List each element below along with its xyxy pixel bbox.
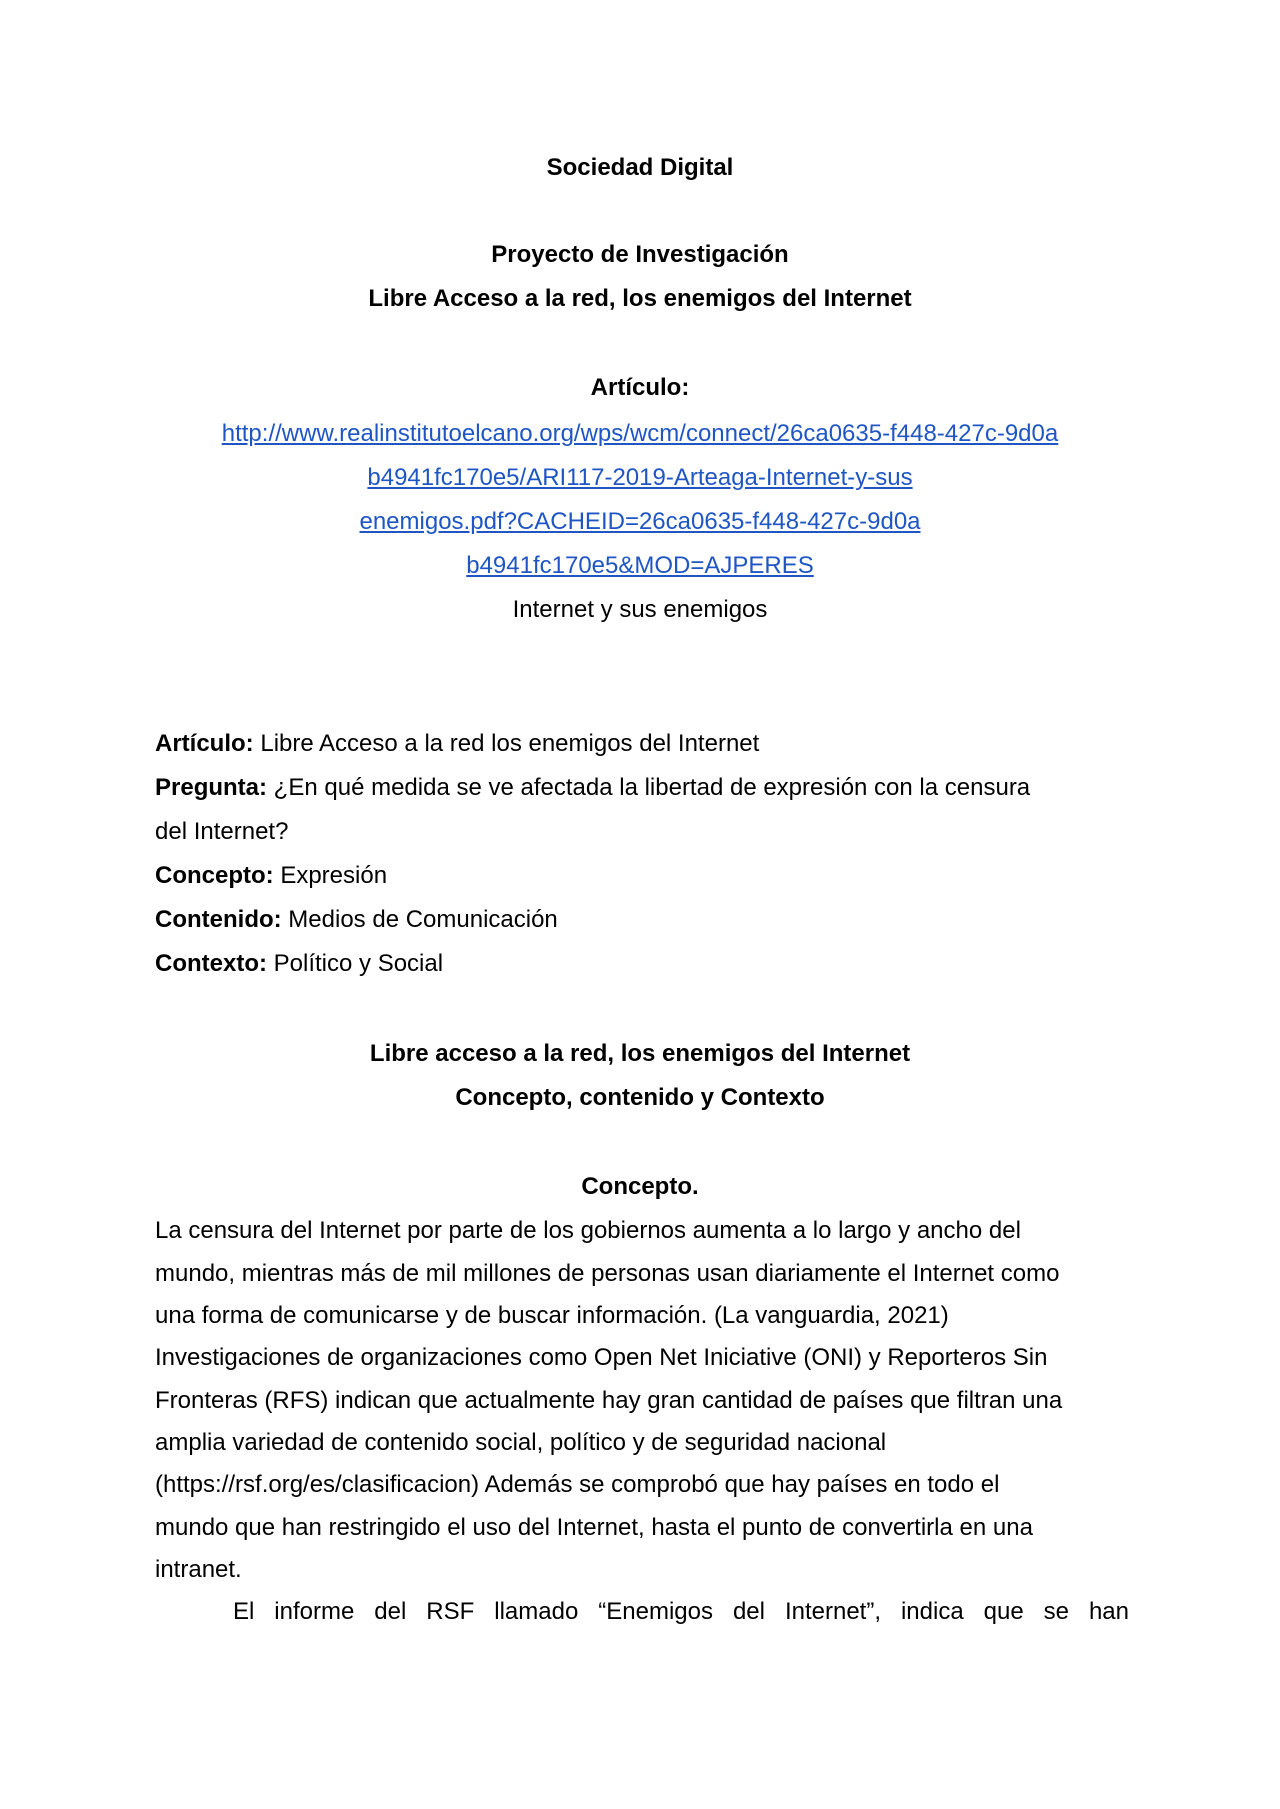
article-link-line-3[interactable]	[0, 508, 1280, 536]
summary-contexto-value: Político y Social	[266, 950, 444, 977]
article-link-line-2[interactable]	[0, 464, 1280, 492]
section-title-1: Libre acceso a la red, los enemigos del Internet	[369, 1040, 911, 1067]
article-link-line-1[interactable]	[0, 420, 1280, 448]
body-line: intranet.	[155, 1556, 242, 1583]
topic-title: Libre Acceso a la red, los enemigos del Internet	[368, 285, 912, 312]
summary-concepto-label: Concepto:	[155, 862, 274, 889]
article-link[interactable]: http://www.realinstitutoelcano.org/wps/wcm/connect/26ca0635-f448-427c-9d0a	[221, 420, 1059, 447]
body-line: Investigaciones de organizaciones como Open Net Iniciative (ONI) y Reporteros Sin	[155, 1344, 1048, 1371]
summary-articulo	[155, 730, 759, 758]
summary-contexto-label: Contexto:	[155, 950, 267, 977]
article-caption: Internet y sus enemigos	[512, 596, 768, 623]
course-title: Sociedad Digital	[546, 154, 734, 181]
article-link-line-4[interactable]	[0, 552, 1280, 580]
summary-pregunta	[155, 774, 1030, 802]
summary-articulo-label: Artículo:	[155, 730, 254, 757]
body-paragraph-2-first-line: El informe del RSF llamado “Enemigos del Internet”, indica que se han	[233, 1598, 1129, 1625]
summary-pregunta-label: Pregunta:	[155, 774, 268, 801]
summary-contenido	[155, 906, 558, 934]
project-title: Proyecto de Investigación	[491, 241, 789, 268]
summary-contenido-value: Medios de Comunicación	[281, 906, 558, 933]
body-line: Fronteras (RFS) indican que actualmente hay gran cantidad de países que filtran una	[155, 1387, 1063, 1414]
body-line: mundo que han restringido el uso del Internet, hasta el punto de convertirla en una	[155, 1514, 1033, 1541]
article-link[interactable]: b4941fc170e5&MOD=AJPERES	[466, 552, 814, 579]
body-line: una forma de comunicarse y de buscar información. (La vanguardia, 2021)	[155, 1302, 949, 1329]
body-line: (https://rsf.org/es/clasificacion) Además se comprobó que hay países en todo el	[155, 1471, 1000, 1498]
summary-contenido-label: Contenido:	[155, 906, 282, 933]
summary-contexto	[155, 950, 443, 978]
summary-pregunta-cont: del Internet?	[155, 818, 289, 845]
summary-articulo-value: Libre Acceso a la red los enemigos del Internet	[253, 730, 760, 757]
summary-pregunta-value: ¿En qué medida se ve afectada la libertad de expresión con la censura	[267, 774, 1031, 801]
section-subheading: Concepto.	[581, 1173, 699, 1200]
article-label: Artículo:	[590, 374, 690, 401]
summary-concepto	[155, 862, 387, 890]
body-line: mundo, mientras más de mil millones de personas usan diariamente el Internet como	[155, 1260, 1060, 1287]
section-title-2: Concepto, contenido y Contexto	[455, 1084, 825, 1111]
summary-concepto-value: Expresión	[273, 862, 388, 889]
article-link[interactable]: b4941fc170e5/ARI117-2019-Arteaga-Internet-y-sus	[367, 464, 913, 491]
article-link[interactable]: enemigos.pdf?CACHEID=26ca0635-f448-427c-9d0a	[359, 508, 921, 535]
body-line: La censura del Internet por parte de los gobiernos aumenta a lo largo y ancho del	[155, 1217, 1021, 1244]
body-line: amplia variedad de contenido social, político y de seguridad nacional	[155, 1429, 887, 1456]
